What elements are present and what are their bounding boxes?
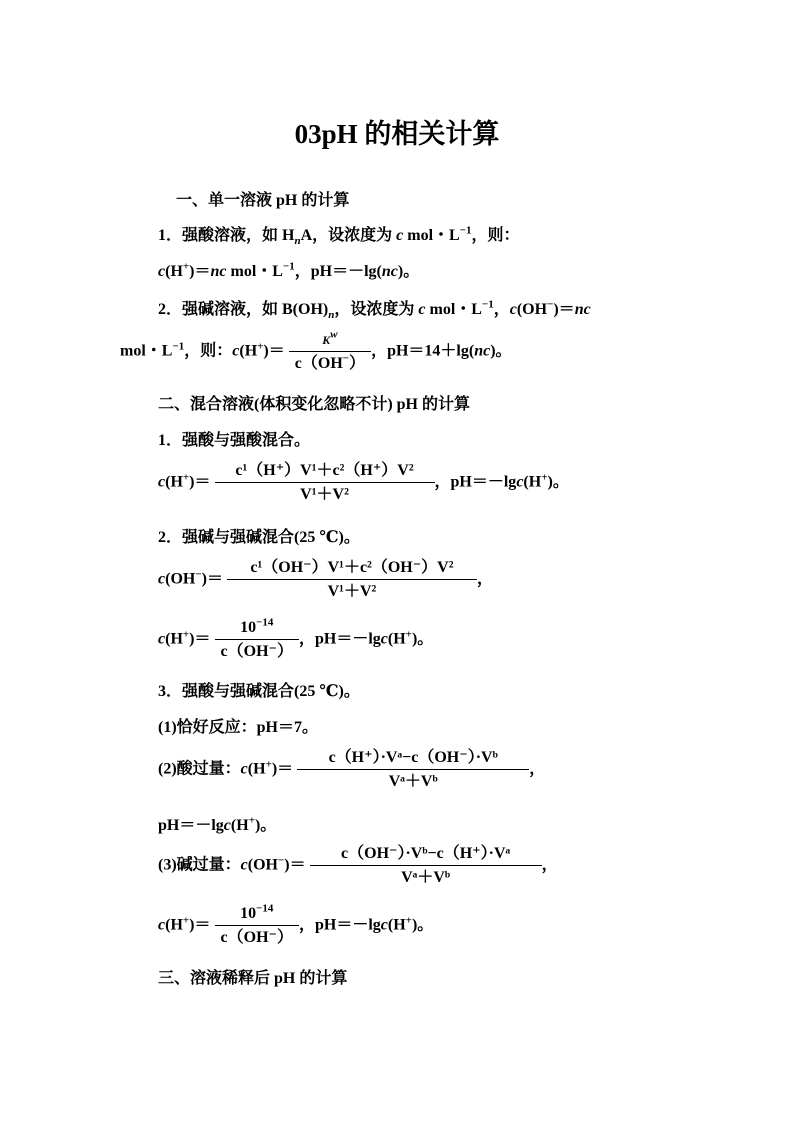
- formula-strong-acid: c(H+)＝nc mol・$L^{-1}$，pH＝－lg(nc)。: [158, 260, 420, 280]
- section-heading-1: 一、单一溶液 pH 的计算: [176, 192, 350, 209]
- section-heading-3: 三、溶液稀释后 pH 的计算: [158, 970, 348, 987]
- paragraph-acid-base: 3．强酸与强碱混合(25 ℃)。: [158, 683, 360, 700]
- paragraph-exact-reaction: (1)恰好反应：pH＝7。: [158, 719, 319, 736]
- fraction-acid-excess: $\frac{\text{c（H⁺）·Vᵃ−c（OH⁻）·Vᵇ}}{\text{Vᵃ＋Vᵇ}}$: [297, 750, 529, 790]
- formula-base-excess: (3)碱过量：c(OH−)＝ $\frac{\text{c（OH⁻）·Vᵇ−c（H⁺）·Vᵃ}}{\text{Vᵃ＋Vᵇ}}$ ，: [158, 845, 558, 886]
- fraction-acid-acid: $\frac{\text{c¹（H⁺）V¹＋c²（H⁺）V²}}{\text{V¹＋V²}}$: [215, 463, 435, 503]
- fraction-kw-2: $\frac{10^{-14}}{c(OH^-)}$: [215, 906, 299, 946]
- formula-strong-base: mol・$L^{-1}$，则：c(H+)＝ $\frac{K^w}{c(OH^-)}$ ，pH＝14＋lg(nc)。: [120, 328, 512, 372]
- formula-base-base-h: c(H+)＝ $\frac{10^{-14}}{c(OH^-)}$ ，pH＝－lgc(H+)。: [158, 616, 434, 660]
- fraction-base-base: $\frac{\text{c¹（OH⁻）V¹＋c²（OH⁻）V²}}{\text{V¹＋V²}}$: [227, 560, 477, 600]
- paragraph-base-base: 2．强碱与强碱混合(25 ℃)。: [158, 529, 360, 546]
- paragraph-strong-acid: 1．强酸溶液，如 $H_nA$，设浓度为 c mol・$L^{-1}$，则：: [158, 224, 520, 248]
- formula-acid-excess: (2)酸过量：c(H+)＝ $\frac{\text{c（H⁺）·Vᵃ−c（OH⁻）·Vᵇ}}{\text{Vᵃ＋Vᵇ}}$ ，: [158, 749, 546, 790]
- formula-acid-acid: c(H+)＝ $\frac{\text{c¹（H⁺）V¹＋c²（H⁺）V²}}{\text{V¹＋V²}}$ ，pH＝－lgc(H+)。: [158, 462, 569, 503]
- fraction-base-excess: $\frac{\text{c（OH⁻）·Vᵇ−c（H⁺）·Vᵃ}}{\text{Vᵃ＋Vᵇ}}$: [310, 846, 542, 886]
- fraction-kw: $\frac{K^w}{c(OH^-)}$: [289, 332, 371, 372]
- section-heading-2: 二、混合溶液(体积变化忽略不计) pH 的计算: [158, 396, 471, 413]
- paragraph-acid-acid: 1．强酸与强酸混合。: [158, 432, 311, 449]
- page-title: 03pH 的相关计算: [294, 119, 500, 149]
- formula-acid-excess-ph: pH＝－lgc(H+)。: [158, 814, 277, 834]
- fraction-kw-1: $\frac{10^{-14}}{c(OH^-)}$: [215, 620, 299, 660]
- formula-base-excess-h: c(H+)＝ $\frac{10^{-14}}{c(OH^-)}$ ，pH＝－lgc(H+)。: [158, 902, 434, 946]
- paragraph-strong-base: 2．强碱溶液，如 $B(OH)_n$，设浓度为 c mol・$L^{-1}$，c(OH−)＝nc: [158, 298, 591, 322]
- formula-base-base: c(OH−)＝ $\frac{\text{c¹（OH⁻）V¹＋c²（OH⁻）V²}}{\text{V¹＋V²}}$ ，: [158, 559, 493, 600]
